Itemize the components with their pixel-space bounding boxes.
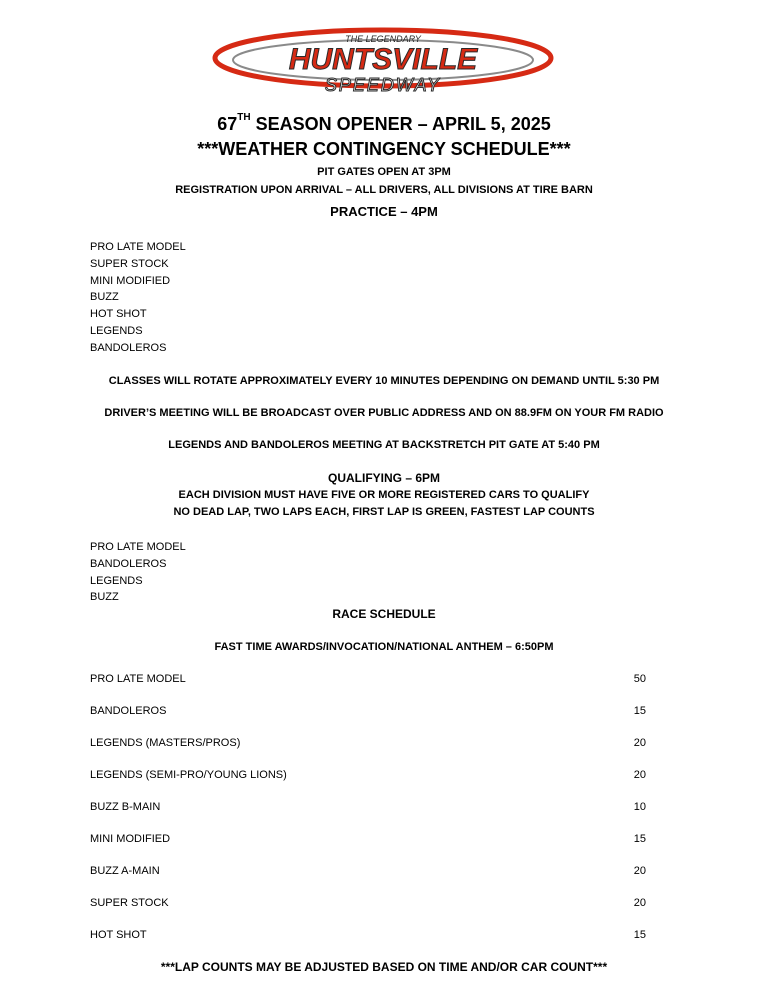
- race-lap-count: 20: [633, 865, 646, 877]
- race-class-name: SUPER STOCK: [90, 897, 169, 909]
- race-lap-count: 15: [633, 705, 646, 717]
- race-lap-count: 50: [633, 673, 646, 685]
- logo-tagline: THE LEGENDARY: [345, 34, 421, 44]
- list-item: PRO LATE MODEL: [90, 541, 186, 553]
- list-item: BANDOLEROS: [90, 341, 167, 354]
- race-class-name: PRO LATE MODEL: [90, 673, 186, 685]
- title-rest: SEASON OPENER – APRIL 5, 2025: [250, 114, 551, 134]
- list-item: HOT SHOT: [90, 308, 147, 321]
- race-lap-count: 15: [633, 833, 646, 845]
- title-number: 67: [217, 114, 238, 134]
- registration-line: REGISTRATION UPON ARRIVAL – ALL DRIVERS, ALL DIVISIONS AT TIRE BARN: [175, 184, 593, 196]
- race-lap-count: 20: [633, 737, 646, 749]
- title-superscript: TH: [237, 112, 251, 123]
- legends-meeting-note: LEGENDS AND BANDOLEROS MEETING AT BACKSTRETCH PIT GATE AT 5:40 PM: [168, 439, 600, 451]
- race-class-name: BUZZ A-MAIN: [90, 865, 160, 877]
- race-lap-count: 20: [633, 897, 646, 909]
- race-class-name: BANDOLEROS: [90, 705, 167, 717]
- practice-heading: PRACTICE – 4PM: [330, 204, 438, 219]
- list-item: LEGENDS: [90, 574, 143, 587]
- list-item: LEGENDS: [90, 324, 143, 337]
- list-item: BANDOLEROS: [90, 557, 167, 570]
- pit-gates-line: PIT GATES OPEN AT 3PM: [317, 166, 451, 178]
- logo-sub: SPEEDWAY: [324, 75, 442, 95]
- logo-name: HUNTSVILLE: [288, 43, 478, 76]
- race-schedule-heading: RACE SCHEDULE: [332, 607, 436, 621]
- qualifying-heading: QUALIFYING – 6PM: [327, 471, 440, 485]
- race-lap-count: 20: [633, 769, 646, 781]
- rotation-note: CLASSES WILL ROTATE APPROXIMATELY EVERY 10 MINUTES DEPENDING ON DEMAND UNTIL 5:30 PM: [108, 375, 660, 387]
- race-lap-count: 10: [633, 801, 646, 813]
- race-lap-count: 15: [633, 929, 646, 941]
- qualifying-rule-2: NO DEAD LAP, TWO LAPS EACH, FIRST LAP IS GREEN, FASTEST LAP COUNTS: [173, 506, 595, 518]
- race-class-name: MINI MODIFIED: [90, 833, 171, 845]
- list-item: BUZZ: [90, 591, 119, 604]
- qualifying-class-list: [90, 539, 186, 606]
- race-class-name: BUZZ B-MAIN: [90, 801, 161, 813]
- page-subtitle: ***WEATHER CONTINGENCY SCHEDULE***: [197, 139, 571, 159]
- race-preamble: FAST TIME AWARDS/INVOCATION/NATIONAL ANTHEM – 6:50PM: [214, 641, 554, 653]
- list-item: BUZZ: [90, 291, 119, 304]
- race-class-name: LEGENDS (MASTERS/PROS): [90, 737, 241, 749]
- qualifying-rule-1: EACH DIVISION MUST HAVE FIVE OR MORE REGISTERED CARS TO QUALIFY: [178, 489, 590, 501]
- page-title: [0, 114, 768, 135]
- list-item: SUPER STOCK: [90, 257, 169, 270]
- logo-graphic: [205, 20, 560, 100]
- list-item: MINI MODIFIED: [90, 274, 171, 287]
- race-class-name: LEGENDS (SEMI-PRO/YOUNG LIONS): [90, 769, 287, 781]
- lap-count-footer: ***LAP COUNTS MAY BE ADJUSTED BASED ON TIME AND/OR CAR COUNT***: [160, 960, 608, 974]
- drivers-meeting-note: DRIVER’S MEETING WILL BE BROADCAST OVER PUBLIC ADDRESS AND ON 88.9FM ON YOUR FM RADIO: [104, 407, 664, 419]
- practice-class-list: [90, 239, 186, 357]
- speedway-logo: [205, 20, 560, 100]
- list-item: PRO LATE MODEL: [90, 241, 186, 253]
- race-class-name: HOT SHOT: [90, 929, 147, 941]
